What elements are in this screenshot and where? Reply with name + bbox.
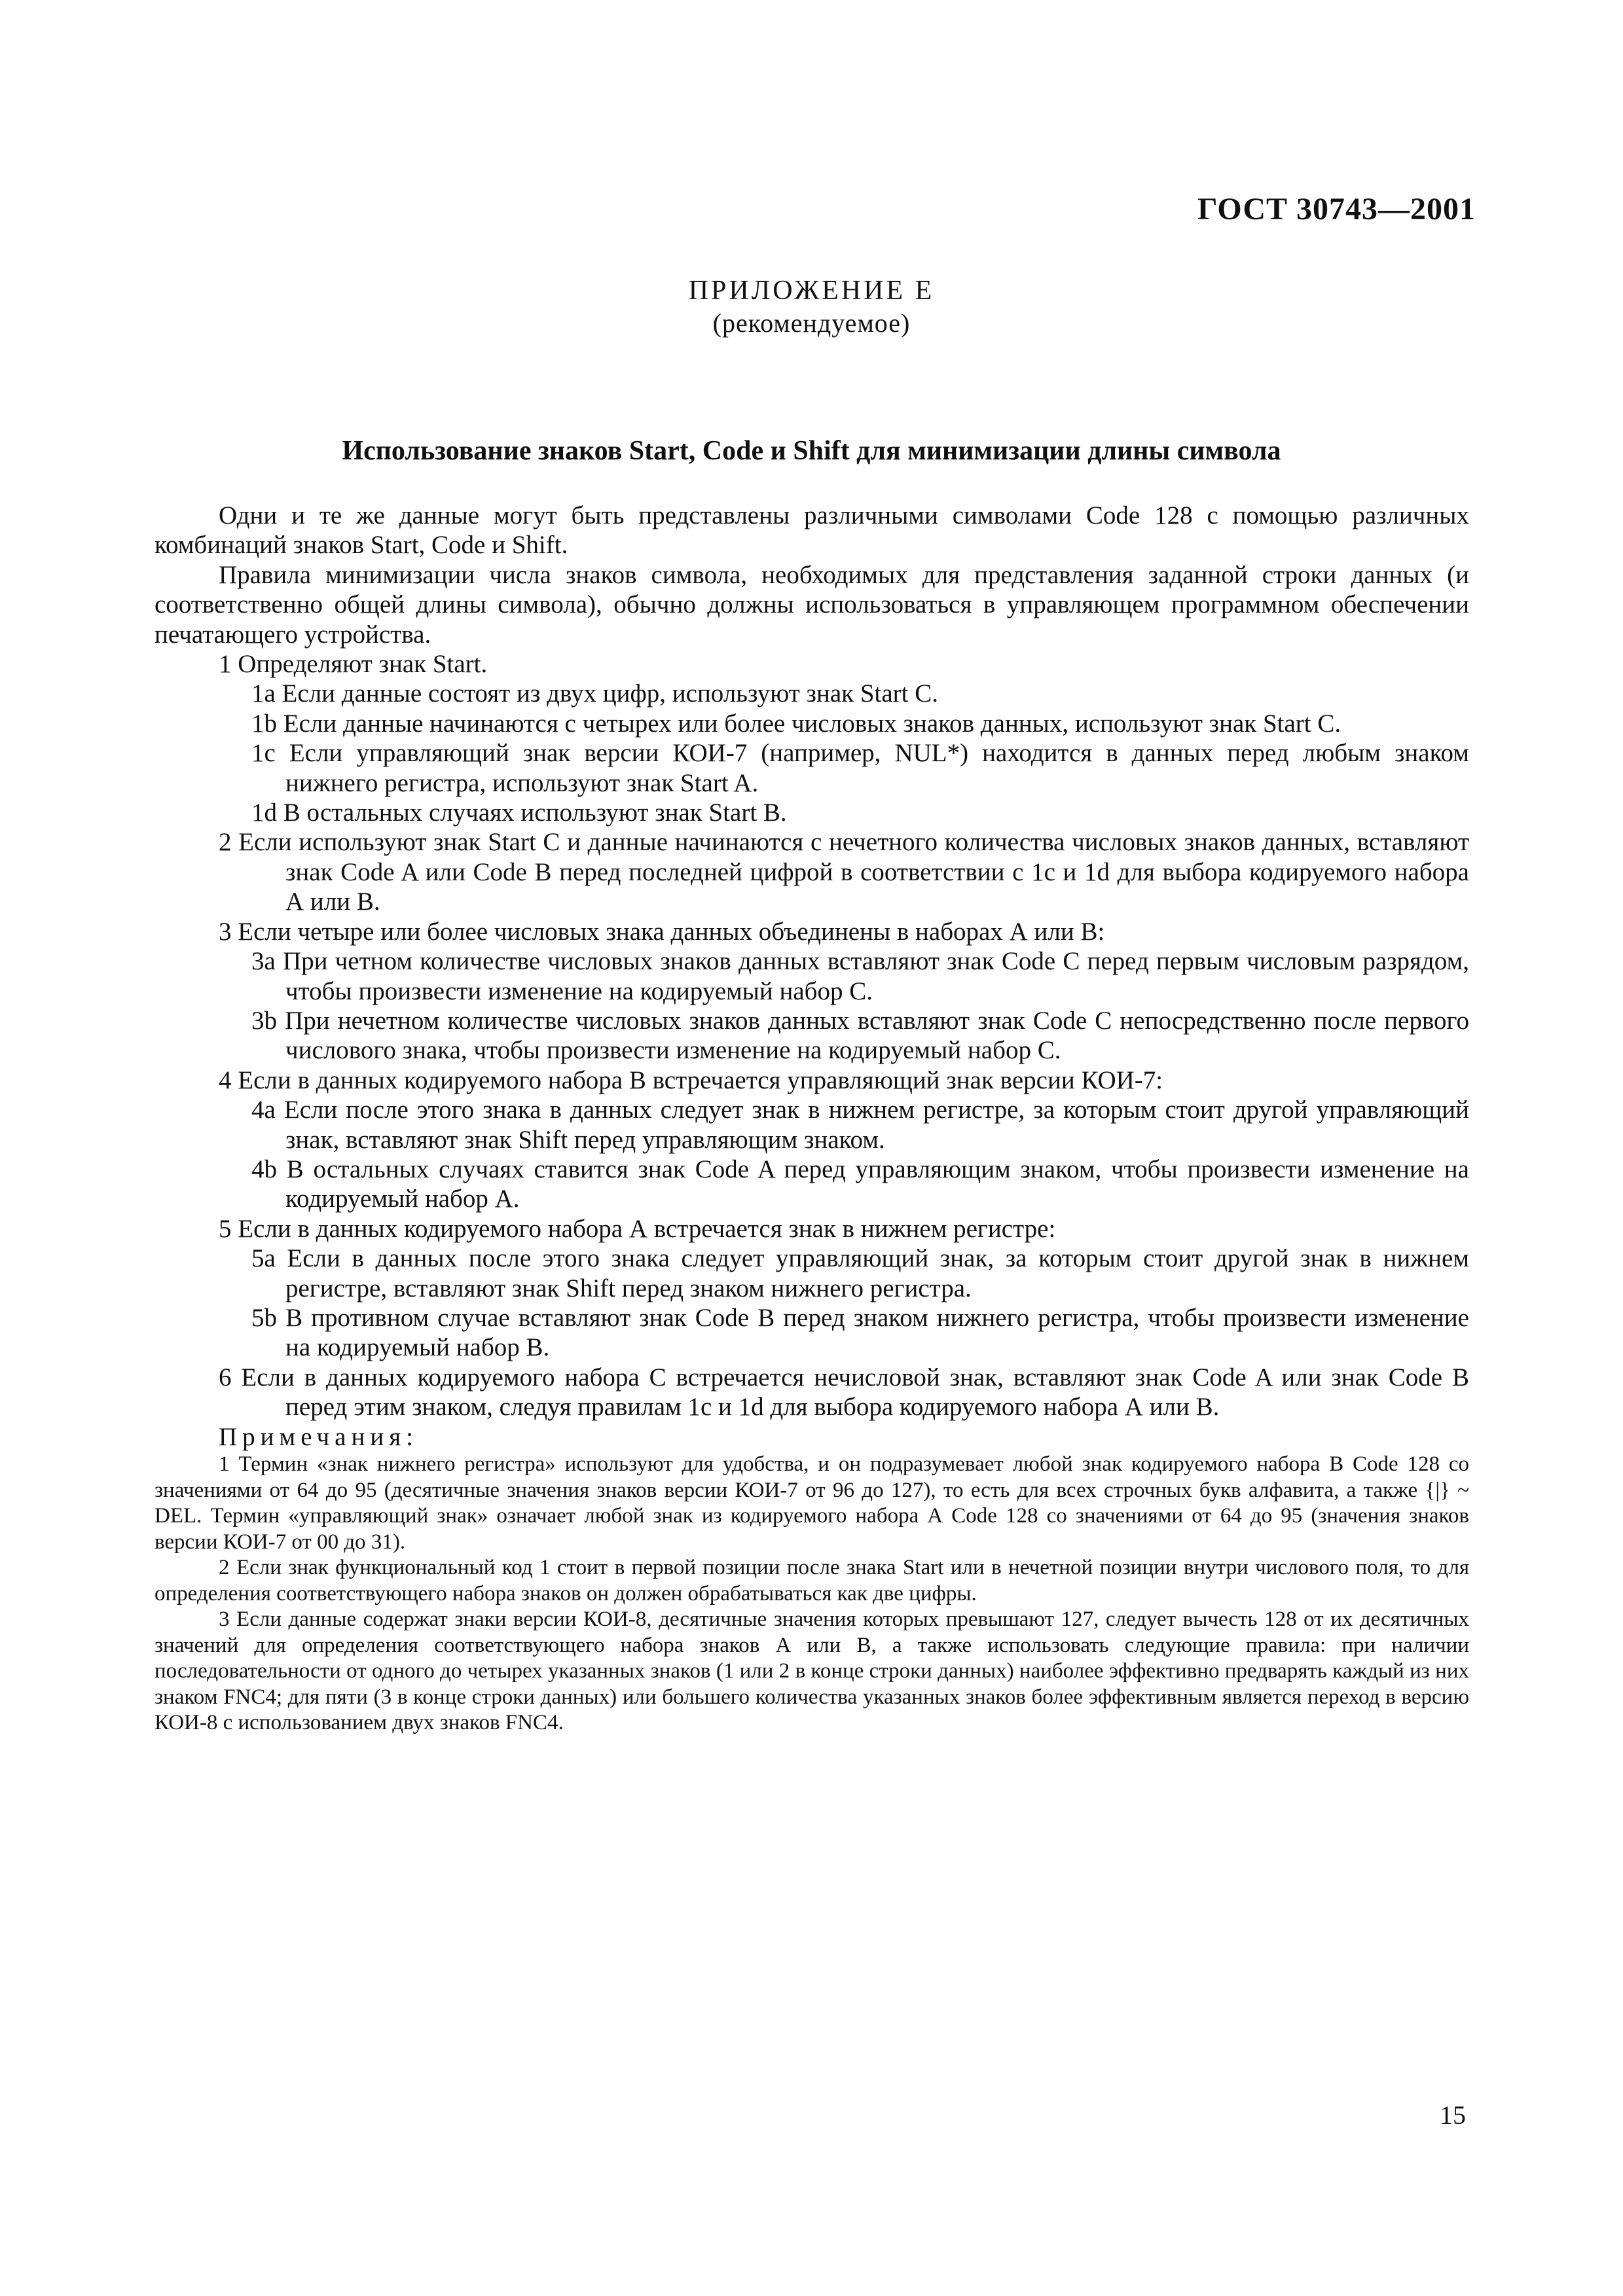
rule-item: 5 Если в данных кодируемого набора А встречается знак в нижнем регистре: <box>219 1214 1056 1243</box>
rule-subitem: 4b В остальных случаях ставится знак Code A перед управляющим знаком, чтобы произвести изменение на кодируемый набор А. <box>251 1155 1469 1213</box>
rule-item: 3 Если четыре или более числовых знака данных объединены в наборах А или В: <box>219 917 1105 946</box>
section-heading: Использование знаков Start, Code и Shift для минимизации длины символа <box>342 436 1281 466</box>
note-item: 3 Если данные содержат знаки версии КОИ-8, десятичные значения которых превышают 127, следует вычесть 128 от их десятичных значений для определения соответствующего набора знаков А или В, а также использовать следующие правила: при наличии последовательности от одного до четырех указанных знаков (1 или 2 в конце строки данных) наиболее эффективно предварять каждый из них знаком FNC4; для пяти (3 в конце строки данных) или большего количества указанных знаков более эффективным является переход в версию КОИ-8 с использованием двух знаков FNC4. <box>155 1607 1469 1734</box>
rule-subitem: 4a Если после этого знака в данных следует знак в нижнем регистре, за которым стоит другой управляющий знак, вставляют знак Shift перед управляющим знаком. <box>251 1096 1469 1154</box>
paragraph: Правила минимизации числа знаков символа, необходимых для представления заданной строки данных (и соответственно общей длины символа), обычно должны использоваться в управляющем программном обеспечении печатающего устройства. <box>155 560 1469 649</box>
notes-title: Примечания: <box>219 1422 418 1451</box>
rule-subitem: 1a Если данные состоят из двух цифр, используют знак Start C. <box>251 679 939 708</box>
page-number: 15 <box>1440 2100 1466 2130</box>
note-item: 2 Если знак функциональный код 1 стоит в первой позиции после знака Start или в нечетной позиции внутри числового поля, то для определения соответствующего набора знаков он должен обрабатываться как две цифры. <box>155 1556 1469 1605</box>
rule-item: 4 Если в данных кодируемого набора В встречается управляющий знак версии КОИ-7: <box>219 1066 1163 1094</box>
note-item: 1 Термин «знак нижнего регистра» используют для удобства, и он подразумевает любой знак кодируемого набора В Code 128 со значениями от 64 до 95 (десятичные значения знаков версии КОИ-7 от 96 до 127), то есть для всех строчных букв алфавита, а также {|} ~ DEL. Термин «управляющий знак» означает любой знак из кодируемого набора А Code 128 со значениями от 64 до 95 (значения знаков версии КОИ-7 от 00 до 31). <box>155 1452 1469 1554</box>
rule-subitem: 5a Если в данных после этого знака следует управляющий знак, за которым стоит другой знак в нижнем регистре, вставляют знак Shift перед знаком нижнего регистра. <box>251 1244 1469 1302</box>
rule-item: 1 Определяют знак Start. <box>219 650 488 679</box>
rule-subitem: 1d В остальных случаях используют знак Start B. <box>251 798 787 827</box>
standard-number: ГОСТ 30743—2001 <box>1197 192 1476 226</box>
rule-subitem: 1b Если данные начинаются с четырех или более числовых знаков данных, используют знак Start C. <box>251 709 1341 738</box>
paragraph: Одни и те же данные могут быть представлены различными символами Code 128 с помощью различных комбинаций знаков Start, Code и Shift. <box>155 501 1469 560</box>
rule-subitem: 5b В противном случае вставляют знак Code B перед знаком нижнего регистра, чтобы произвести изменение на кодируемый набор В. <box>251 1303 1469 1362</box>
rule-subitem: 1c Если управляющий знак версии КОИ-7 (например, NUL*) находится в данных перед любым знаком нижнего регистра, используют знак Start A. <box>251 739 1469 797</box>
appendix-subtitle: (рекомендуемое) <box>712 308 911 338</box>
rule-subitem: 3b При нечетном количестве числовых знаков данных вставляют знак Code C непосредственно после первого числового знака, чтобы произвести изменение на кодируемый набор С. <box>251 1006 1469 1065</box>
rule-item: 2 Если используют знак Start C и данные начинаются с нечетного количества числовых знаков данных, вставляют знак Code A или Code B перед последней цифрой в соответствии с 1c и 1d для выбора кодируемого набора А или В. <box>219 828 1469 916</box>
notes-block <box>155 1452 1469 1736</box>
body-text <box>155 501 1469 1736</box>
appendix-title: ПРИЛОЖЕНИЕ Е <box>688 276 935 306</box>
rule-subitem: 3a При четном количестве числовых знаков данных вставляют знак Code C перед первым числовым разрядом, чтобы произвести изменение на кодируемый набор С. <box>251 947 1469 1005</box>
rule-item: 6 Если в данных кодируемого набора С встречается нечисловой знак, вставляют знак Code A или знак Code B перед этим знаком, следуя правилам 1c и 1d для выбора кодируемого набора А или В. <box>219 1363 1469 1422</box>
